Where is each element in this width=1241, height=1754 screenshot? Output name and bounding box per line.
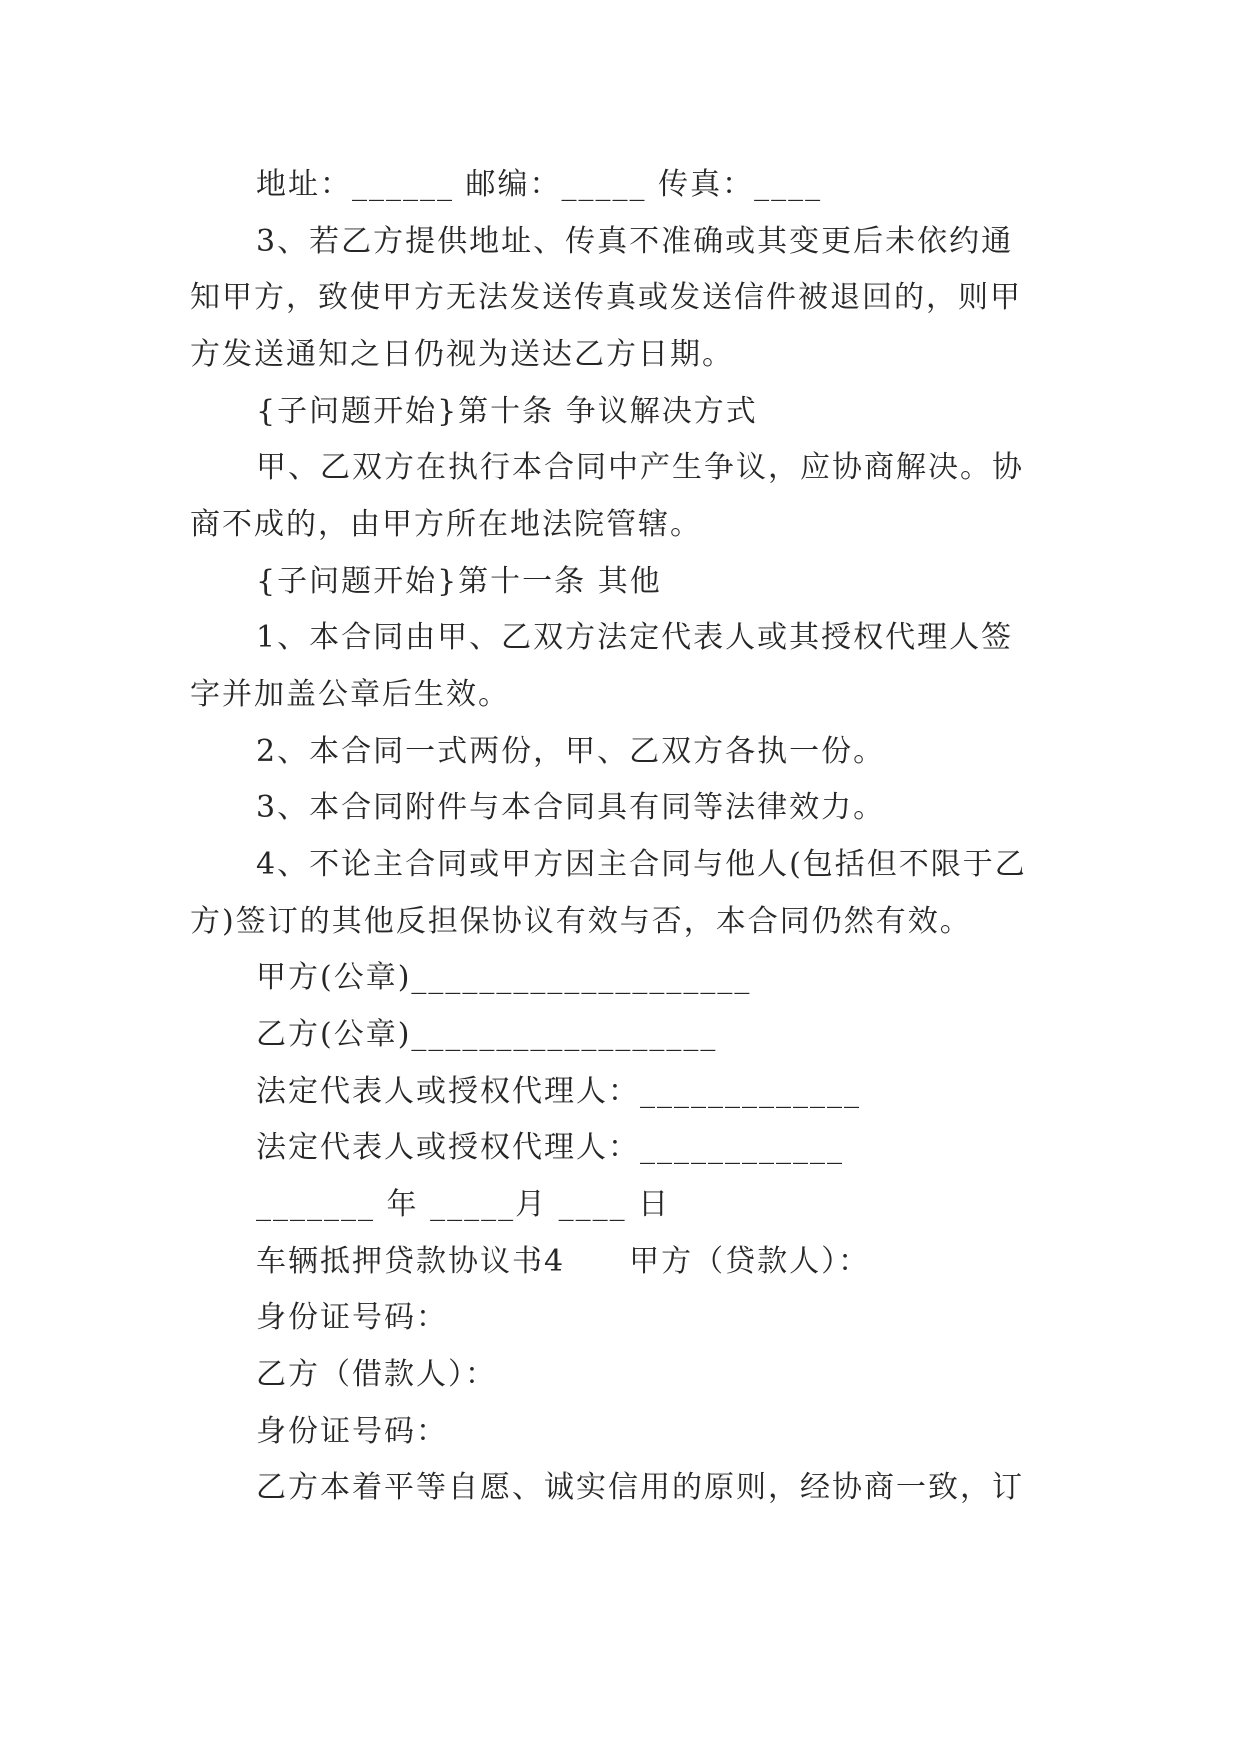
paragraph-line: 方)签订的其他反担保协议有效与否，本合同仍然有效。 bbox=[190, 904, 972, 939]
paragraph-line: 乙方本着平等自愿、诚实信用的原则，经协商一致，订 bbox=[256, 1470, 1024, 1505]
id-number-line: 身份证号码： bbox=[256, 1300, 448, 1335]
id-number-line: 身份证号码： bbox=[256, 1414, 448, 1449]
paragraph-line: 方发送通知之日仍视为送达乙方日期。 bbox=[190, 337, 734, 372]
party-b-borrower-line: 乙方（借款人）： bbox=[256, 1357, 497, 1392]
paragraph-line: 1、本合同由甲、乙双方法定代表人或其授权代理人签 bbox=[256, 620, 1014, 655]
contact-fields-line: 地址：______ 邮编：_____ 传真：____ bbox=[256, 167, 823, 202]
representative-signature-line: 法定代表人或授权代理人：____________ bbox=[256, 1130, 844, 1165]
paragraph-line: 字并加盖公章后生效。 bbox=[190, 677, 510, 712]
representative-signature-line: 法定代表人或授权代理人：_____________ bbox=[256, 1074, 861, 1109]
paragraph-line: 知甲方，致使甲方无法发送传真或发送信件被退回的，则甲 bbox=[190, 280, 1022, 315]
section-heading-article-10: {子问题开始}第十条 争议解决方式 bbox=[256, 394, 758, 429]
paragraph-line: 甲、乙双方在执行本合同中产生争议，应协商解决。协 bbox=[256, 450, 1024, 485]
party-a-seal-line: 甲方(公章)____________________ bbox=[256, 960, 752, 995]
paragraph-line: 3、本合同附件与本合同具有同等法律效力。 bbox=[256, 790, 886, 825]
paragraph-line: 4、不论主合同或甲方因主合同与他人(包括但不限于乙 bbox=[256, 847, 1027, 882]
party-b-seal-line: 乙方(公章)__________________ bbox=[256, 1017, 718, 1052]
agreement-title-line: 车辆抵押贷款协议书4 甲方（贷款人）： bbox=[256, 1244, 871, 1279]
section-heading-article-11: {子问题开始}第十一条 其他 bbox=[256, 564, 662, 599]
date-line: _______ 年 _____月 ____ 日 bbox=[256, 1187, 671, 1222]
paragraph-line: 3、若乙方提供地址、传真不准确或其变更后未依约通 bbox=[256, 224, 1014, 259]
paragraph-line: 2、本合同一式两份，甲、乙双方各执一份。 bbox=[256, 734, 886, 769]
paragraph-line: 商不成的，由甲方所在地法院管辖。 bbox=[190, 507, 702, 542]
